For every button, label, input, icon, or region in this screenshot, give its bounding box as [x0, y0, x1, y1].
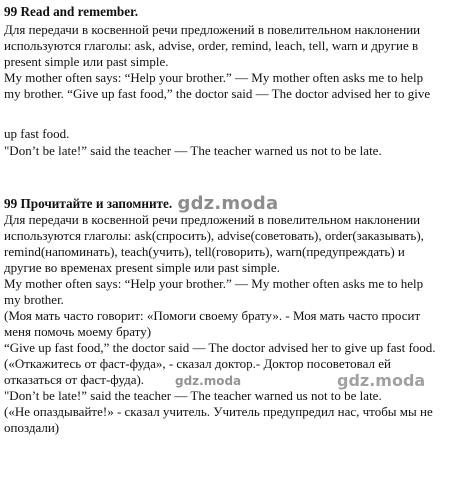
exercise-ru-line: отказаться от фаст-фуда). [4, 372, 145, 387]
exercise-ru-heading: 99 Прочитайте и запомните. [4, 196, 173, 211]
exercise-ru-line: My mother often says: “Help your brother.” — My mother often asks me to help [4, 276, 424, 291]
exercise-en-line: present simple или past simple. [4, 54, 169, 69]
exercise-en-line: используются глаголы: ask, advise, order, remind, leach, tell, warn и другие в [4, 38, 419, 53]
exercise-en-line: my brother. “Give up fast food,” the doctor said — The doctor advised her to give [4, 86, 431, 101]
exercise-ru-heading-row [4, 195, 278, 212]
document-page [4, 4, 468, 477]
exercise-ru-line: опоздали) [4, 420, 60, 435]
exercise-ru-line: меня помочь моему брату) [4, 324, 152, 339]
exercise-ru-line: Для передачи в косвенной речи предложений в повелительном наклонении [4, 212, 421, 227]
exercise-ru-line: “Give up fast food,” the doctor said — The doctor advised her to give up fast food. [4, 340, 436, 355]
exercise-en-line: Для передачи в косвенной речи предложений в повелительном наклонении [4, 22, 421, 37]
exercise-ru-line: remind(напоминать), teach(учить), tell(говорить), warn(предупреждать) и [4, 244, 405, 259]
exercise-ru-line: "Don’t be late!” said the teacher — The teacher warned us not to be late. [4, 388, 382, 403]
exercise-ru-line: («Откажитесь от фаст-фуда», - сказал доктор.- Доктор посоветовал ей [4, 356, 391, 371]
exercise-en-line: up fast food. [4, 126, 70, 141]
exercise-en-line: My mother often says: “Help your brother.” — My mother often asks me to help [4, 70, 424, 85]
watermark-medium: gdz.moda [337, 371, 426, 390]
exercise-ru-line: my brother. [4, 292, 64, 307]
exercise-ru-line: («Не опаздывайте!» - сказал учитель. Учитель предупредил нас, чтобы мы не [4, 404, 433, 419]
watermark-inline: gdz.moda [177, 193, 279, 214]
exercise-ru-line: другие во временах present simple или past simple. [4, 260, 280, 275]
watermark-small: gdz.moda [175, 374, 242, 388]
exercise-ru-line: используются глаголы: ask(спросить), advise(советовать), order(заказывать), [4, 228, 424, 243]
exercise-en-heading: 99 Read and remember. [4, 4, 139, 19]
exercise-en-line: "Don’t be late!” said the teacher — The teacher warned us not to be late. [4, 143, 382, 158]
exercise-ru-line: (Моя мать часто говорит: «Помоги своему брату». - Моя мать часто просит [4, 308, 421, 323]
